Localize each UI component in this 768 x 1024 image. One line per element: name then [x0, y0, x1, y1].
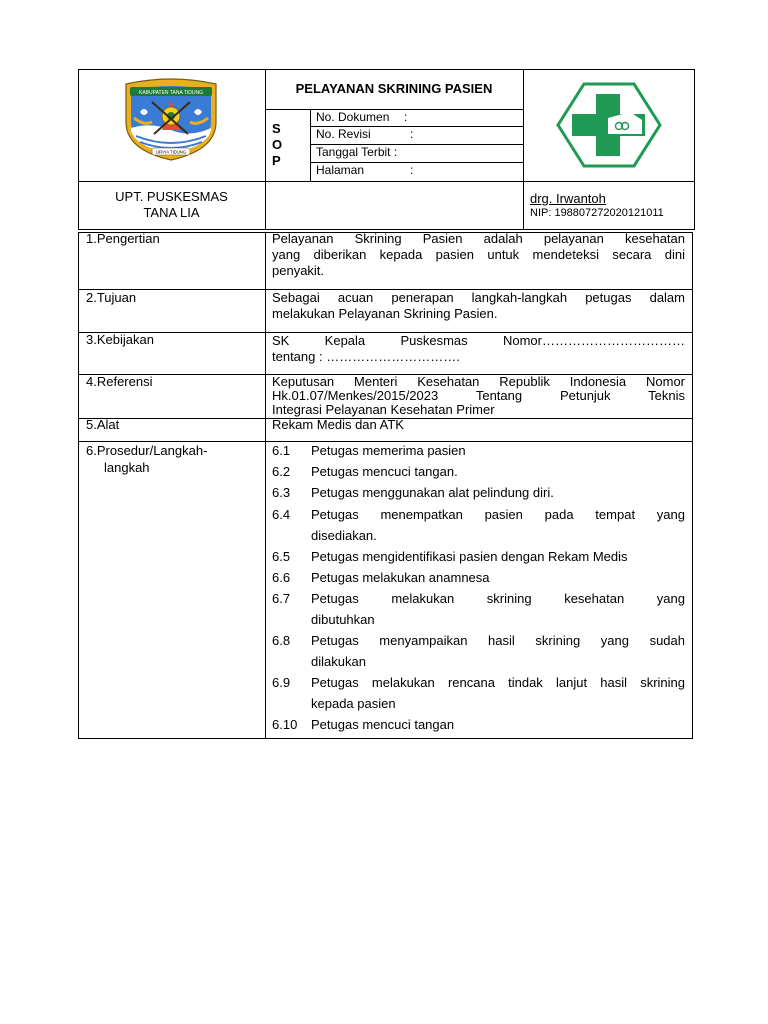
field-no-revisi: No. Revisi [316, 127, 371, 141]
step-number: 6.9 [272, 675, 291, 690]
pengertian-line1: Pelayanan Skrining Pasien adalah pelayanan kesehatan [272, 231, 685, 246]
tujuan-line2: melakukan Pelayanan Skrining Pasien. [272, 306, 498, 321]
step-text: Petugas melakukan anamnesa [311, 570, 490, 585]
signer-nip: NIP: 198807272020121011 [530, 207, 664, 219]
org-name-line2: TANA LIA [143, 205, 200, 220]
body-column-divider [265, 232, 266, 739]
step-text: Petugas melakukan skrining kesehatan yang [311, 591, 685, 606]
title-bottom-border [265, 109, 523, 110]
page-title: PELAYANAN SKRINING PASIEN [295, 81, 493, 96]
step-number: 6.1 [272, 443, 291, 458]
step-number: 6.7 [272, 591, 291, 606]
sop-letter-s: S [272, 121, 281, 136]
header-right-border [694, 69, 695, 230]
pengertian-line2: yang diberikan kepada pasien untuk mendeteksi secara dini [272, 247, 685, 262]
step-text: Petugas mencuci tangan. [311, 464, 458, 479]
step-text: Petugas menempatkan pasien pada tempat yang [311, 507, 685, 522]
step-text: Petugas mengidentifikasi pasien dengan Rekam Medis [311, 549, 628, 564]
body-right-border [692, 232, 693, 739]
tujuan-line1: Sebagai acuan penerapan langkah-langkah petugas dalam [272, 290, 685, 305]
step-number: 6.10 [272, 717, 298, 732]
section-label-prosedur-line2: langkah [104, 460, 150, 475]
step-text: Petugas memerima pasien [311, 443, 466, 458]
section-label-referensi: 4.Referensi [86, 374, 153, 389]
sop-divider [310, 109, 311, 181]
sop-letter-o: O [272, 137, 283, 152]
pengertian-line3: penyakit. [272, 263, 325, 278]
section-label-tujuan: 2.Tujuan [86, 290, 137, 305]
step-number: 6.3 [272, 485, 291, 500]
field-halaman-sep: : [410, 163, 414, 177]
field-halaman: Halaman [316, 163, 365, 177]
sop-letter-p: P [272, 153, 281, 168]
section-label-alat: 5.Alat [86, 417, 120, 432]
step-text: Petugas melakukan rencana tindak lanjut hasil skrining [311, 675, 685, 690]
header-top-border [78, 69, 695, 70]
referensi-line1: Keputusan Menteri Kesehatan Republik Indonesia Nomor [272, 374, 685, 389]
referensi-line2: Hk.01.07/Menkes/2015/2023 Tentang Petunjuk Teknis [272, 388, 685, 403]
body-left-border [78, 232, 79, 739]
district-logo [122, 78, 220, 162]
header-bottom-border [78, 229, 695, 230]
field-tanggal-terbit: Tanggal Terbit : [316, 145, 398, 159]
step-text: Petugas menggunakan alat pelindung diri. [311, 485, 554, 500]
section-label-pengertian: 1.Pengertian [86, 231, 160, 246]
step-number: 6.6 [272, 570, 291, 585]
field-no-dokumen: No. Dokumen [316, 110, 390, 124]
kebijakan-line2: tentang : …………………………. [272, 349, 460, 364]
step-text: Petugas menyampaikan hasil skrining yang sudah [311, 633, 685, 648]
body-bottom-border [78, 738, 693, 739]
step-text-continued: dilakukan [311, 654, 366, 669]
step-number: 6.5 [272, 549, 291, 564]
field-no-dokumen-sep: : [404, 110, 408, 124]
step-text-continued: dibutuhkan [311, 612, 375, 627]
step-text-continued: disediakan. [311, 528, 377, 543]
step-number: 6.8 [272, 633, 291, 648]
puskesmas-logo [556, 82, 662, 168]
org-name-line1: UPT. PUSKESMAS [115, 189, 228, 204]
kebijakan-line1: SK Kepala Puskesmas Nomor…………………………… [272, 333, 685, 348]
header-divider-2 [523, 69, 524, 230]
step-number: 6.4 [272, 507, 291, 522]
section-label-kebijakan: 3.Kebijakan [86, 332, 154, 347]
header-middle-border [78, 181, 695, 182]
step-text: Petugas mencuci tangan [311, 717, 455, 732]
field-no-revisi-sep: : [410, 127, 414, 141]
section-label-prosedur: 6.Prosedur/Langkah- [86, 443, 208, 458]
row-border-5 [78, 441, 693, 442]
logo-banner-text: KABUPATEN TANA TIDUNG [139, 90, 203, 96]
signer-name: drg. Irwantoh [530, 191, 606, 206]
referensi-line3: Integrasi Pelayanan Kesehatan Primer [272, 402, 495, 417]
alat-line1: Rekam Medis dan ATK [272, 417, 404, 432]
logo-ribbon-text: UPAYA TIDUNG [155, 149, 187, 155]
step-text-continued: kepada pasien [311, 696, 396, 711]
step-number: 6.2 [272, 464, 291, 479]
